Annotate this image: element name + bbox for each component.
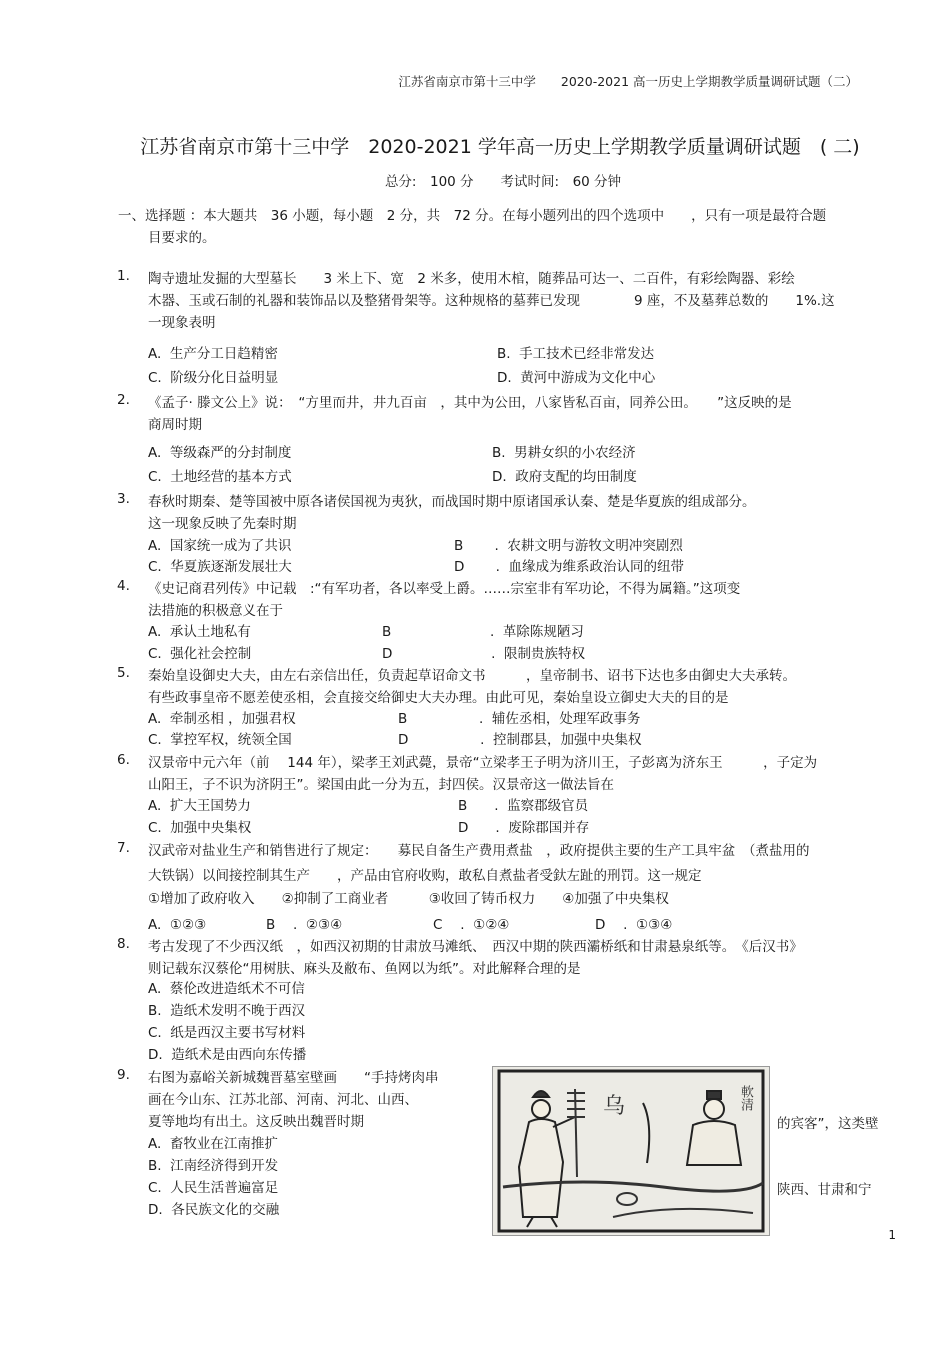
question-number: 7.: [117, 840, 130, 856]
option-c[interactable]: C. 人民生活普遍富足: [148, 1180, 279, 1196]
option-d[interactable]: D . ①③④: [595, 917, 673, 933]
option-b[interactable]: B . ②③④: [266, 917, 343, 933]
question-text: 陶寺遗址发掘的大型墓长 3 米上下、宽 2 米多，使用木棺，随葬品可达一、二百件，有彩绘陶器、彩绘: [148, 271, 795, 287]
option-b[interactable]: B . 革除陈规陋习: [382, 624, 584, 640]
option-c[interactable]: C. 华夏族逐渐发展壮大: [148, 559, 292, 575]
question-text: 有些政事皇帝不愿差使丞相，会直接交给御史大夫办理。由此可见，秦始皇设立御史大夫的目的是: [148, 690, 729, 706]
question-text: ①增加了政府收入 ②抑制了工商业者 ③收回了铸币权力 ④加强了中央集权: [148, 891, 669, 907]
page-number: 1: [888, 1228, 896, 1242]
running-header: 江苏省南京市第十三中学 2020-2021 高一历史上学期教学质量调研试题（二）: [398, 74, 858, 89]
question-text: 山阳王，子不识为济阴王”。梁国由此一分为五，封四侯。汉景帝这一做法旨在: [148, 777, 614, 793]
option-a[interactable]: A. 生产分工日趋精密: [148, 346, 278, 362]
question-text: 则记载东汉蔡伦“用树肤、麻头及敝布、鱼网以为纸”。对此解释合理的是: [148, 961, 581, 977]
option-c[interactable]: C. 强化社会控制: [148, 646, 252, 662]
option-c[interactable]: C. 阶级分化日益明显: [148, 370, 279, 386]
option-b[interactable]: B. 手工技术已经非常发达: [497, 346, 655, 362]
option-d[interactable]: D . 控制郡县，加强中央集权: [398, 732, 642, 748]
mural-glyph-left: 乌: [603, 1094, 626, 1119]
question-text: 木器、玉或石制的礼器和装饰品以及整猪骨架等。这种规格的墓葬已发现 9 座，不及墓葬总数的 1%.这: [148, 293, 835, 309]
option-b[interactable]: B. 江南经济得到开发: [148, 1158, 279, 1174]
question-text: 商周时期: [148, 417, 202, 433]
exam-title: 江苏省南京市第十三中学 2020-2021 学年高一历史上学期教学质量调研试题 ( 二): [140, 136, 860, 158]
option-a[interactable]: A. 国家统一成为了共识: [148, 538, 292, 554]
option-a[interactable]: A. 蔡伦改进造纸术不可信: [148, 981, 305, 997]
question-number: 4.: [117, 578, 130, 594]
option-c[interactable]: C. 纸是西汉主要书写材料: [148, 1025, 306, 1041]
question-number: 1.: [117, 268, 130, 284]
question-text: 大铁锅）以间接控制其生产 ，产品由官府收购，敢私自煮盐者受釱左趾的刑罚。这一规定: [148, 868, 702, 884]
question-number: 3.: [117, 491, 130, 507]
question-number: 9.: [117, 1067, 130, 1083]
question-text: 画在今山东、江苏北部、河南、河北、山西、: [148, 1092, 418, 1108]
section-line-2: 目要求的。: [148, 230, 216, 246]
option-b[interactable]: B . 农耕文明与游牧文明冲突剧烈: [454, 538, 683, 554]
question-number: 5.: [117, 665, 130, 681]
question-number: 6.: [117, 752, 130, 768]
question-text: 右图为嘉峪关新城魏晋墓室壁画 “手持烤肉串: [148, 1070, 439, 1086]
option-c[interactable]: C. 掌控军权，统领全国: [148, 732, 292, 748]
question-text: 陕西、甘肃和宁: [777, 1182, 872, 1198]
section-instructions: [118, 205, 898, 249]
option-b[interactable]: B. 男耕女织的小农经济: [492, 445, 636, 461]
mural-image: [492, 1066, 770, 1236]
option-b[interactable]: B . 辅佐丞相，处理军政事务: [398, 711, 641, 727]
mural-glyph-right: 軟清: [738, 1085, 753, 1111]
option-d[interactable]: D. 黄河中游成为文化中心: [497, 370, 656, 386]
question-text: 的宾客”，这类壁: [777, 1116, 879, 1132]
question-text: 这一现象反映了先秦时期: [148, 516, 297, 532]
question-number: 8.: [117, 936, 130, 952]
option-c[interactable]: C . ①②④: [433, 917, 510, 933]
question-text-right: [777, 1069, 879, 1223]
question-number: 2.: [117, 392, 130, 408]
question-text: 秦始皇设御史大夫，由左右亲信出任，负责起草诏命文书 ，皇帝制书、诏书下达也多由御史大夫承转。: [148, 668, 796, 684]
option-a[interactable]: A. 扩大王国势力: [148, 798, 251, 814]
option-d[interactable]: D . 血缘成为维系政治认同的纽带: [454, 559, 685, 575]
option-a[interactable]: A. 畜牧业在江南推扩: [148, 1136, 278, 1152]
question-text: 《史记商君列传》中记载 :“有军功者，各以率受上爵。……宗室非有军功论，不得为属籍。”这项变: [148, 581, 741, 597]
option-a[interactable]: A. ①②③: [148, 917, 207, 933]
option-b[interactable]: B . 监察郡级官员: [458, 798, 589, 814]
option-c[interactable]: C. 加强中央集权: [148, 820, 252, 836]
option-d[interactable]: D. 政府支配的均田制度: [492, 469, 637, 485]
question-text: 《孟子· 滕文公上》说： “方里而井，井九百亩 ，其中为公田，八家皆私百亩，同养公田。 ”这反映的是: [148, 395, 792, 411]
option-b[interactable]: B. 造纸术发明不晚于西汉: [148, 1003, 306, 1019]
question-text: 法措施的积极意义在于: [148, 603, 283, 619]
question-text: 考古发现了不少西汉纸 ，如西汉初期的甘肃放马滩纸、 西汉中期的陕西灞桥纸和甘肃悬泉纸等。 《后汉书》: [148, 939, 803, 955]
option-a[interactable]: A. 承认土地私有: [148, 624, 251, 640]
section-line-1: 一、选择题 ：本大题共 36 小题，每小题 2 分，共 72 分。在每小题列出的四个选项中 ，只有一项是最符合题: [118, 208, 827, 224]
option-d[interactable]: D. 各民族文化的交融: [148, 1202, 280, 1218]
question-text: 汉武帝对盐业生产和销售进行了规定： 募民自备生产费用煮盐 ，政府提供主要的生产工具牢盆 （煮盐用的: [148, 843, 810, 859]
option-a[interactable]: A. 等级森严的分封制度: [148, 445, 292, 461]
option-a[interactable]: A. 牵制丞相 ，加强君权: [148, 711, 296, 727]
option-d[interactable]: D . 废除郡国并存: [458, 820, 590, 836]
option-d[interactable]: D . 限制贵族特权: [382, 646, 586, 662]
option-c[interactable]: C. 土地经营的基本方式: [148, 469, 292, 485]
mural-illustration: [493, 1067, 769, 1235]
option-d[interactable]: D. 造纸术是由西向东传播: [148, 1047, 307, 1063]
question-text: 春秋时期秦、楚等国被中原各诸侯国视为夷狄，而战国时期中原诸国承认秦、楚是华夏族的组成部分。: [148, 494, 756, 510]
question-text: 汉景帝中元六年（前 144 年），梁孝王刘武薨，景帝“立梁孝王子明为济川王，子彭离为济东王 ，子定为: [148, 755, 818, 771]
question-text: 一现象表明: [148, 315, 216, 331]
exam-meta: 总分: 100 分 考试时间: 60 分钟: [384, 174, 622, 190]
question-text: 夏等地均有出土。这反映出魏晋时期: [148, 1114, 364, 1130]
